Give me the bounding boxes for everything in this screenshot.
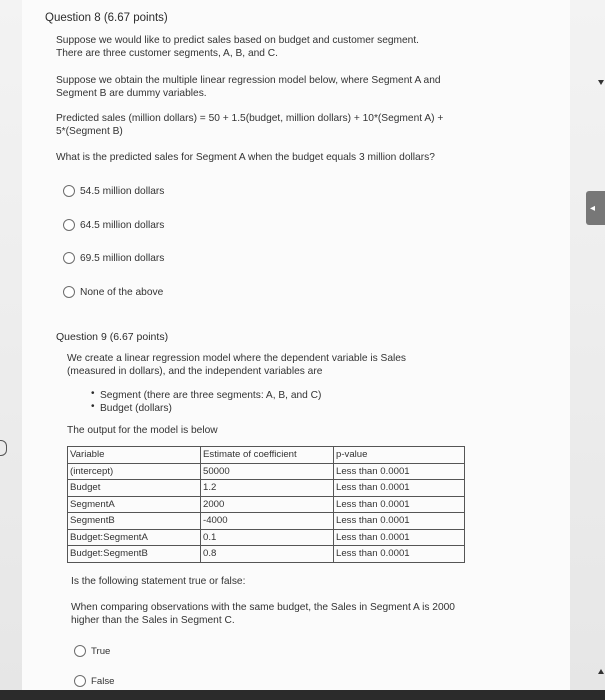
q9-output-text: The output for the model is below (67, 425, 218, 436)
q9-false-label[interactable]: False (91, 676, 115, 687)
table-row (68, 463, 465, 480)
table-cell: 0.1 (201, 529, 334, 546)
table-cell: SegmentA (68, 496, 201, 513)
table-header-cell: Estimate of coefficient (201, 447, 334, 464)
table-cell: SegmentB (68, 513, 201, 530)
table-row (68, 480, 465, 497)
side-panel-handle[interactable] (586, 191, 605, 225)
q8-equation-line2: 5*(Segment B) (56, 126, 123, 137)
table-cell: 50000 (201, 463, 334, 480)
table-cell: Budget:SegmentB (68, 546, 201, 563)
table-cell: -4000 (201, 513, 334, 530)
chevron-left-icon: ◂ (590, 203, 596, 214)
table-row (68, 496, 465, 513)
q8-equation-line1: Predicted sales (million dollars) = 50 + 1.5(budget, million dollars) + 10*(Segment A) + (56, 113, 444, 124)
table-cell: Less than 0.0001 (334, 529, 465, 546)
bottom-bar (0, 690, 605, 700)
q9-true-radio[interactable] (74, 645, 86, 657)
q9-tf-prompt: Is the following statement true or false: (71, 576, 246, 587)
q8-model-line2: Segment B are dummy variables. (56, 88, 207, 99)
table-row (68, 529, 465, 546)
table-cell: Less than 0.0001 (334, 496, 465, 513)
table-cell: Less than 0.0001 (334, 463, 465, 480)
table-header-row (68, 447, 465, 464)
q9-true-label[interactable]: True (91, 646, 111, 657)
q9-statement-line2: higher than the Sales in Segment C. (71, 615, 235, 626)
bullet-dot: • (91, 401, 95, 412)
q8-intro-line1: Suppose we would like to predict sales based on budget and customer segment. (56, 35, 420, 46)
q9-false-radio[interactable] (74, 675, 86, 687)
question-9-title: Question 9 (6.67 points) (56, 331, 169, 343)
q8-model-line1: Suppose we obtain the multiple linear regression model below, where Segment A and (56, 75, 441, 86)
q9-statement-line1: When comparing observations with the same budget, the Sales in Segment A is 2000 (71, 602, 455, 613)
q8-question: What is the predicted sales for Segment A when the budget equals 3 million dollars? (56, 152, 435, 163)
q9-bullet-segment: Segment (there are three segments: A, B, and C) (100, 390, 322, 401)
q8-intro-line2: There are three customer segments, A, B, and C. (56, 48, 278, 59)
q8-option-2-label[interactable]: 64.5 million dollars (80, 220, 165, 231)
q9-bullet-budget: Budget (dollars) (100, 403, 172, 414)
q8-option-3-radio[interactable] (63, 252, 75, 264)
regression-output-table (67, 446, 465, 563)
table-row (68, 513, 465, 530)
q9-intro-line1: We create a linear regression model where the dependent variable is Sales (67, 353, 407, 364)
q8-option-1-label[interactable]: 54.5 million dollars (80, 186, 165, 197)
scroll-up-arrow-icon[interactable] (598, 80, 604, 85)
scroll-down-arrow-icon[interactable] (598, 669, 604, 674)
table-cell: Less than 0.0001 (334, 480, 465, 497)
table-cell: Less than 0.0001 (334, 513, 465, 530)
table-cell: 0.8 (201, 546, 334, 563)
table-header-cell: Variable (68, 447, 201, 464)
table-cell: (intercept) (68, 463, 201, 480)
q8-option-3-label[interactable]: 69.5 million dollars (80, 253, 165, 264)
q8-option-1-radio[interactable] (63, 185, 75, 197)
table-header-cell: p-value (334, 447, 465, 464)
table-cell: 1.2 (201, 480, 334, 497)
q9-intro-line2: (measured in dollars), and the independent variables are (67, 366, 323, 377)
table-cell: Budget:SegmentA (68, 529, 201, 546)
table-cell: Budget (68, 480, 201, 497)
question-8-title: Question 8 (6.67 points) (45, 12, 168, 24)
q8-option-4-radio[interactable] (63, 286, 75, 298)
q8-option-2-radio[interactable] (63, 219, 75, 231)
table-row (68, 546, 465, 563)
table-cell: Less than 0.0001 (334, 546, 465, 563)
q8-option-4-label[interactable]: None of the above (80, 287, 164, 298)
table-cell: 2000 (201, 496, 334, 513)
bullet-dot: • (91, 388, 95, 399)
